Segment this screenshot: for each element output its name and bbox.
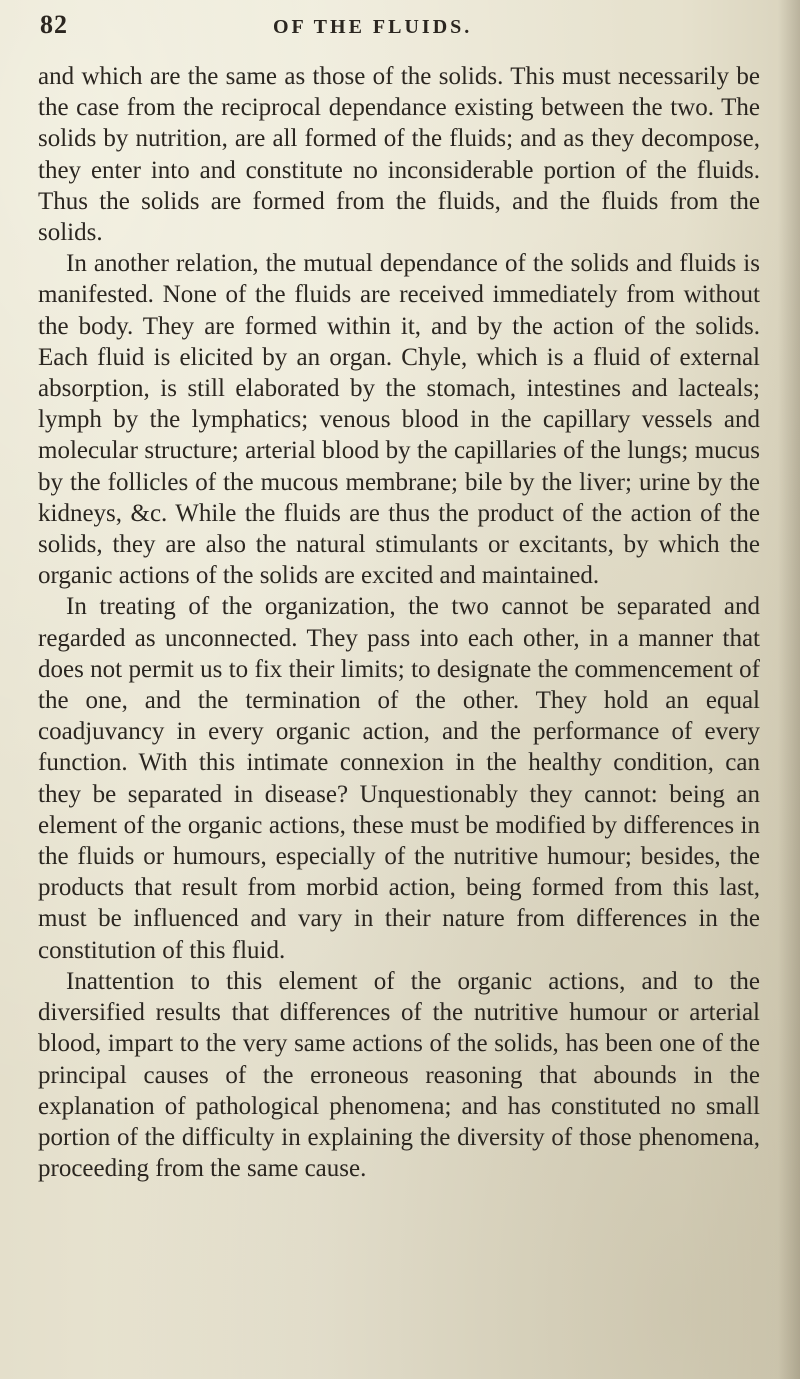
paragraph-1: and which are the same as those of the solids. This must necessarily be the case from the reciprocal dependance existing between the two. The solids by nutrition, are all formed of the fluids; and as they decompose, they enter into and constitute no inconsiderable portion of the fluids. Thus the solids are formed from the fluids, and the fluids from the solids.: [38, 63, 760, 247]
paragraph-2: In another relation, the mutual dependance of the solids and fluids is manifested. None of the fluids are received immediately from without the body. They are formed within it, and by the action of the solids. Each fluid is elicited by an organ. Chyle, which is a fluid of external absorption, is still elaborated by the stomach, intestines and lacteals; lymph by the lymphatics; venous blood in the capillary vessels and molecular structure; arterial blood by the capillaries of the lungs; mucus by the follicles of the mucous membrane; bile by the liver; urine by the kidneys, &c. While the fluids are thus the product of the action of the solids, they are also the natural stimulants or excitants, by which the organic actions of the solids are excited and maintained.: [38, 250, 760, 590]
page-header: [40, 10, 760, 46]
paragraph-4: Inattention to this element of the organic actions, and to the diversified results that differences of the nutritive humour or arterial blood, impart to the very same actions of the solids, has been one of the principal causes of the erroneous reasoning that abounds in the explanation of pathological phenomena; and has constituted no small portion of the difficulty in explaining the diversity of those phenomena, proceeding from the same cause.: [38, 967, 760, 1183]
page-number: 82: [40, 10, 68, 39]
running-head: OF THE FLUIDS.: [273, 16, 473, 38]
paragraph-3: In treating of the organization, the two cannot be separated and regarded as unconnected. They pass into each other, in a manner that does not permit us to fix their limits; to designate the commencement of the one, and the termination of the other. They hold an equal coadjuvancy in every organic action, and the performance of every function. With this intimate connexion in the healthy condition, can they be separated in disease? Unquestionably they cannot: being an element of the organic actions, these must be modified by differences in the fluids or humours, especially of the nutritive humour; besides, the products that result from morbid action, being formed from this last, must be influenced and vary in their nature from differences in the constitution of this fluid.: [38, 593, 760, 964]
page-edge-shadow: [778, 0, 800, 1379]
body-text: [38, 61, 760, 1184]
